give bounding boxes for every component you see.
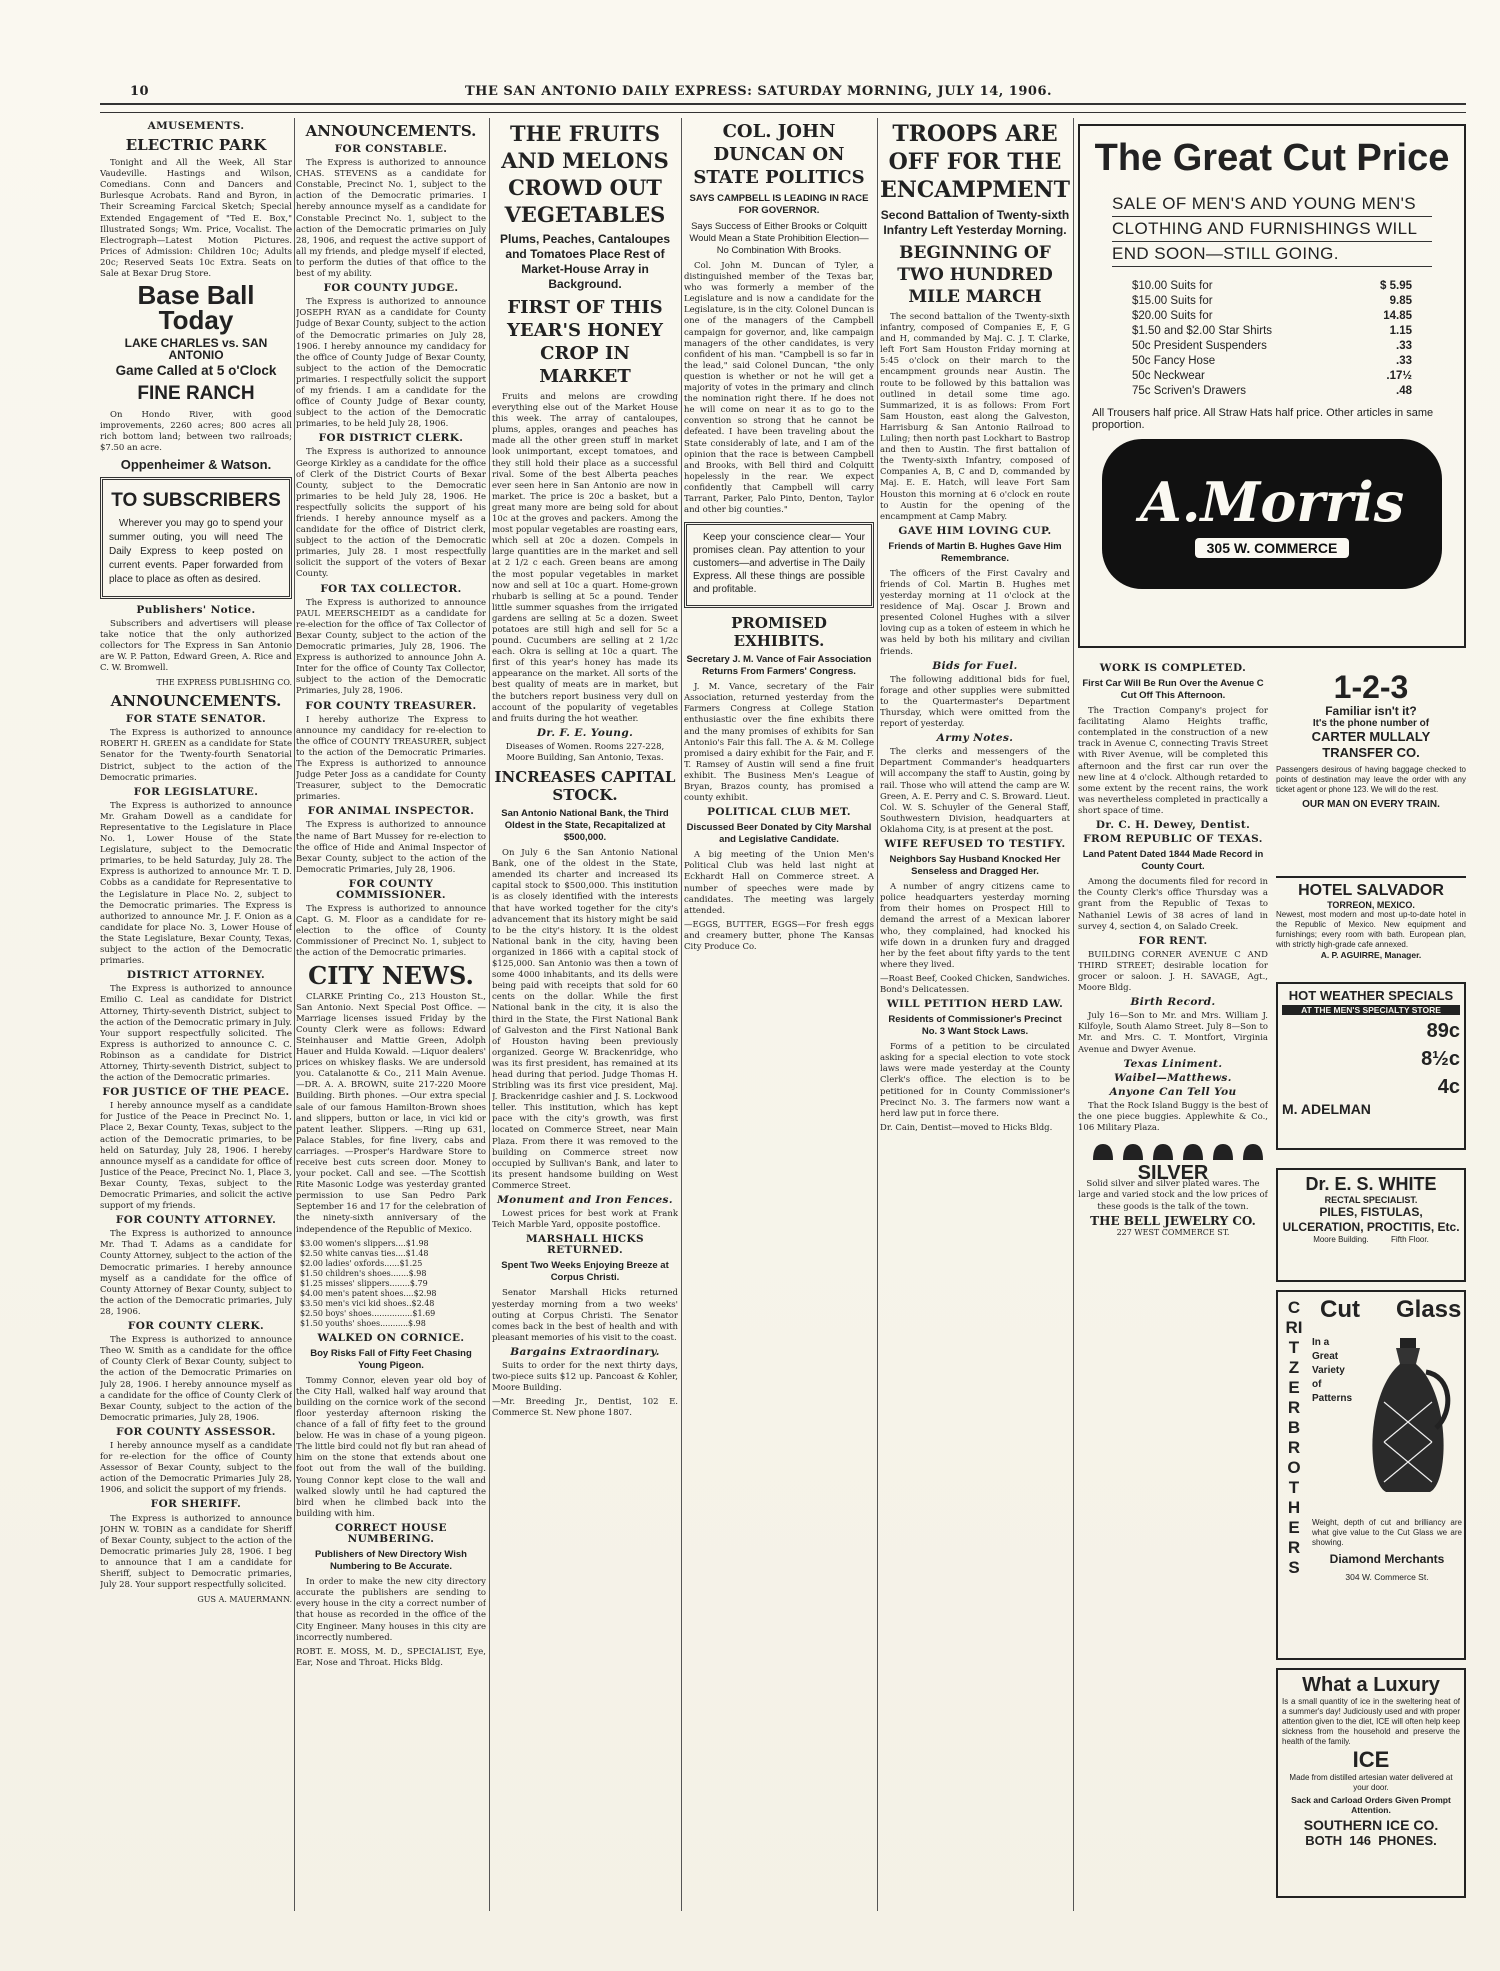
price-item: 50c Fancy Hose [1132,355,1216,367]
price-value: 1.15 [1389,325,1412,337]
price-row [1132,294,1412,309]
carter-line-1: Familiar isn't it? [1325,704,1417,718]
announcement-body: The Express is authorized to announce Capt. G. M. Floor as a candidate for re-election to the office of County Commissioner of Precinct No. 1, subject to the action of the Democratic primaries. [296,904,486,959]
work-body: The Traction Company's project for facilitating Alamo Heights traffic, contemplated in the construction of a new track in Avenue C, connecting Travis Street with River Avenue, will be completed this afternoon and the first car run over the new line at 4 o'clock. Although retarded to some extent by the recent rains, the work was nevertheless completed in practically a short space of time. [1078,706,1268,816]
column-divider [681,118,682,1911]
cut-price-title: The Great Cut Price [1094,137,1450,179]
political-body: A big meeting of the Union Men's Political Club was held last night at Eckhardt Hall on Commerce street. A number of speeches were made by candidates. The meeting was largely attended. [684,850,874,916]
announcement-body: The Express is authorized to announce Theo W. Smith as a candidate for the office of County Clerk of Bexar County, subject to the action of the Democratic Primaries on July 28, 1906. I hereby announce myself as a candidate for the office of County Clerk of Bexar County, subject to the action of the Democratic primaries, July 28, 1906. [100,1335,292,1423]
hotel-body: Newest, most modern and most up-to-date hotel in the Republic of Mexico. New equipment and furnishings; every room with bath. European plan, with strictly high-grade cafe annexed. [1276,910,1466,949]
announcement-heading: FOR COUNTY CLERK. [127,1320,265,1333]
bell-name: THE BELL JEWELRY CO. [1090,1213,1256,1228]
walked-heading: WALKED ON CORNICE. [317,1331,465,1344]
subscribers-box [100,477,292,599]
masthead: THE SAN ANTONIO DAILY EXPRESS: SATURDAY MORNING, JULY 14, 1906. [465,84,1053,99]
price-value: .17½ [1386,370,1412,382]
carter-name: CARTER MULLALY TRANSFER CO. [1311,729,1431,760]
ranch-body: On Hondo River, with good improvements, 2260 acres; 800 acres all rich bottom land; between two railroads; $7.50 an acre. [100,410,292,454]
hot-price-2: 8½c [1421,1048,1460,1070]
work-subheading: First Car Will Be Run Over the Avenue C Cut Off This Afternoon. [1082,678,1264,702]
column-4 [684,118,874,1918]
monument-body: Lowest prices for best work at Frank Teich Marble Yard, opposite postoffice. [492,1209,678,1231]
critzer-ad [1276,1290,1466,1660]
announcement-heading: FOR SHERIFF. [150,1498,242,1511]
column-2 [296,118,486,1918]
white-sub: RECTAL SPECIALIST. [1324,1195,1418,1205]
wife-heading: WIFE REFUSED TO TESTIFY. [884,838,1066,851]
announcement-heading: DISTRICT ATTORNEY. [126,969,266,982]
announcement-body: The Express is authorized to announce JOHN W. TOBIN as a candidate for Sheriff of Bexar County, subject to the action of the Democratic primaries July 28, 1906. I beg to announce that I am a candidate for Sheriff, subject to Democratic primaries, July 28. Your support respectfully solicited. [100,1513,292,1591]
announcement-body: I hereby authorize The Express to announce my candidacy for re-election to the office of COUNTY TREASURER, subject to the action of the Democratic Primaries. The Express is authorized to announce Judge Peter Joss as a candidate for County Treasurer, subject to the Democratic primaries. [296,714,486,803]
white-name: Dr. E. S. WHITE [1305,1174,1437,1194]
price-item: 50c Neckwear [1132,370,1205,382]
petition-body: Forms of a petition to be circulated asking for a special election to vote stock laws were made yesterday at the County Clerk's office. The election is to be petitioned for in County Commissioner's Precinct No. 3. The farmers now want a herd law put in force there. [880,1042,1070,1119]
ice-foot: Sack and Carload Orders Given Prompt Attention. [1291,1795,1451,1815]
cut-glass-jar-icon [1356,1332,1460,1502]
column-divider [1073,118,1074,1911]
bargains-heading: Bargains Extraordinary. [510,1345,660,1358]
carter-big-number: 1-2-3 [1333,669,1409,705]
ice-phones: BOTH 146 PHONES. [1305,1833,1437,1848]
hot-price-3: 4c [1437,1076,1460,1098]
monument-heading: Monument and Iron Fences. [497,1194,673,1206]
correct-subheading: Publishers of New Directory Wish Numbering to Be Accurate. [315,1549,467,1573]
march-body: The second battalion of the Twenty-sixth infantry, composed of Companies E, F, G and H, commanded by Maj. C. J. T. Clarke, left Fort Sam Houston Friday morning at 5:45 o'clock on their march to the encampment grounds near Austin. The route to be followed by this battalion was outlined in detail some time ago. Summarized, it is as follows: From Fort Sam Houston, east along the Galveston, Harrisburg & San Antonio Railroad to Luling; then north past Lockhart to Bastrop and then to Austin. The first battalion of the Twenty-sixth Infantry, composed of Companies A, B, C and D, commanded by Maj. E. E. Hatch, will leave Fort Sam Houston this morning at 6 o'clock en route to Austin for the opening of the encampment at Camp Mabry. [880,312,1070,522]
price-line: $3.00 women's slippers....$1.98 [300,1238,429,1248]
liniment-heading: Texas Liniment. [1123,1057,1223,1070]
announcement-body: The Express is authorized to announce the name of Bart Mussey for re-election to the office of Hide and Animal Inspector of Bexar County, subject to the action of the Democratic Primaries, July 28, 1906. [296,820,486,875]
announcement-heading: FOR COUNTY ATTORNEY. [115,1214,277,1227]
silver-body: Solid silver and silver plated wares. The large and varied stock and the low prices of these goods is the talk of the town. [1078,1179,1268,1212]
critzer-body: Weight, depth of cut and brilliancy are what give value to the Cut Glass we are showing. [1312,1518,1462,1547]
announcement-heading: FOR TAX COLLECTOR. [320,582,462,595]
critzer-brand: CRITZER BROTHERS [1285,1298,1303,1577]
announcement-heading: FOR LEGISLATURE. [133,785,259,798]
critzer-address: 304 W. Commerce St. [1345,1572,1429,1582]
wife-subheading: Neighbors Say Husband Knocked Her Senseless and Dragged Her. [889,854,1061,878]
bids-body: The following additional bids for fuel, forage and other supplies were submitted to the Quartermaster's Department Thursday, which were omitted from the report of yesterday. [880,674,1070,730]
cut-price-ad [1078,124,1466,648]
price-item: $15.00 Suits for [1132,295,1213,307]
dewey-heading: Dr. C. H. Dewey, Dentist. [1095,819,1251,832]
waibel-heading: Waibel—Matthews. [1114,1071,1232,1084]
southern-ice-ad [1276,1668,1466,1898]
price-item: 75c Scriven's Drawers [1132,385,1247,397]
sale-line: SALE OF MEN'S AND YOUNG MEN'S [1112,192,1432,217]
hot-weather-firm: M. ADELMAN [1282,1101,1371,1117]
cain-notice: Dr. Cain, Dentist—moved to Hicks Bldg. [880,1122,1053,1133]
white-foot: Moore Building. Fifth Floor. [1313,1235,1429,1244]
rent-heading: FOR RENT. [1138,934,1208,947]
announcement-heading: FOR STATE SENATOR. [125,713,267,726]
bids-heading: Bids for Fuel. [932,659,1018,672]
critzer-foot: Diamond Merchants [1329,1552,1445,1566]
column-1 [100,118,292,1918]
silver-heading: SILVER [1137,1162,1209,1185]
bell-jewelry-ad [1078,1138,1268,1238]
price-row [1132,309,1412,324]
young-heading: Dr. F. E. Young. [536,726,634,739]
hot-weather-heading: HOT WEATHER SPECIALS [1288,988,1454,1003]
bell-address: 227 WEST COMMERCE ST. [1116,1227,1230,1237]
anyone-heading: Anyone Can Tell You [1109,1085,1237,1098]
moss-notice: ROBT. E. MOSS, M. D., SPECIALIST, Eye, Ear, Nose and Throat. Hicks Bldg. [296,1646,486,1668]
price-item: $1.50 and $2.00 Star Shirts [1132,325,1273,337]
promised-body: J. M. Vance, secretary of the Fair Association, returned yesterday from the Farmers Congress at College Station enthusiastic over the fine exhibits there and the many promises of exhibits for San Antonio's Fair this fall. The A. & M. College promised a dairy exhibit for the Fair, and F. T. Ramsey of Austin will send a fine fruit exhibit. The Business Men's League of Bryan, Brazos county, has promised a county exhibit. [684,682,874,804]
luxury-heading: What a Luxury [1302,1674,1440,1696]
price-row [1132,384,1412,399]
column-divider [489,118,490,1911]
price-value: .33 [1396,340,1412,352]
notice-signature: THE EXPRESS PUBLISHING CO. [156,678,292,688]
subscribers-heading: TO SUBSCRIBERS [111,489,281,511]
eggs-notice: —EGGS, BUTTER, EGGS—For fresh eggs and creamery butter, phone The Kansas City Produce Co. [684,919,874,953]
announcement-body: The Express is authorized to announce Mr. Graham Dowell as a candidate for Representative to the Legislature in Place No. 1, Lower House of the State Legislature, subject to the Democratic primaries, to be held Saturday, July 28. The Express is authorized to announce Mr. T. D. Cobbs as a candidate for Representative to the Legislature in Place No. 2, subject to the Democratic primaries. The Express is authorized to announce Mr. J. F. Onion as a candidate for place No. 3, Lower House of the State Legislature, Bexar County, Texas, subject to the action of the Democratic primaries. [100,800,292,967]
announcement-body: The Express is authorized to announce George Kirkley as a candidate for the office of Clerk of the District Courts of Bexar County, subject to the Democratic primaries to be held July 28, 1906. He respectfully solicits the support of his friends. I hereby announce myself as a candidate for the office of District clerk, subject to the action of the Democratic primaries, July 28. I most respectfully solicit the support of the voters of Bexar County. [296,447,486,580]
header-rule [100,103,1466,105]
subscribers-body: Wherever you may go to spend your summer outing, you will need The Daily Express to keep posted on current events. Paper forwarded from place to place as often as desired. [109,517,283,585]
petition-subheading: Residents of Commissioner's Precinct No. 3 Want Stock Laws. [888,1014,1062,1038]
price-row [1132,354,1412,369]
walked-subheading: Boy Risks Fall of Fifty Feet Chasing Young Pigeon. [310,1347,472,1371]
announcements-heading: ANNOUNCEMENTS. [110,692,282,711]
city-news-heading: CITY NEWS. [308,960,474,990]
increases-body: On July 6 the San Antonio National Bank, one of the oldest in the State, amended its charter and increased its capital stock to $500,000. This institution is as closely identified with the interests that have worked together for the city's advancement that its history might be said to be the city's history. It is the oldest National bank in the city, having been organized in 1866 with a capital stock of $125,000. San Antonio was then a town of some 4000 inhabitants, and its dells were being paid with receipts that sold for 60 cents on the dollar. While the first National bank in the city, it is also the third in the State, the First National Bank of Galveston and the First National Bank of Houston having been previously organized. George W. Brackenridge, who was its first president, has remained at its head during that period. Judge Thomas H. Stribling was its first vice president, Maj. J. Brackenridge cashier and J. S. Lockwood teller. This institution, which has kept pace with the city's growth, was first located on Commerce Street, near Main Plaza. From there it was removed to the building on Commerce street now occupied by Sullivan's Bank, and later to its present handsome building on West Commerce Street. [492,848,678,1191]
column-6a [1078,660,1268,1910]
announcement-heading: FOR JUSTICE OF THE PEACE. [102,1086,290,1099]
army-heading: Army Notes. [936,732,1014,745]
republic-subheading: Land Patent Dated 1844 Made Record in County Court. [1082,849,1264,873]
carter-foot: OUR MAN ON EVERY TRAIN. [1302,799,1440,810]
notice-heading: Publishers' Notice. [136,603,256,616]
southern-ice-name: SOUTHERN ICE CO. [1303,1817,1439,1833]
white-list: PILES, FISTULAS, ULCERATION, PROCTITIS, Etc. [1282,1205,1460,1234]
notice-body: Subscribers and advertisers will please take notice that the only authorized collectors for The Express in San Antonio are W. P. Patton, Edward Green, A. Rice and C. W. Bromwell. [100,618,292,673]
baseball-teams: LAKE CHARLES vs. SAN ANTONIO [124,336,268,363]
loving-heading: GAVE HIM LOVING CUP. [898,524,1052,537]
loving-subheading: Friends of Martin B. Hughes Gave Him Remembrance. [888,540,1062,564]
announcement-heading: FOR COUNTY ASSESSOR. [116,1425,276,1438]
announcement-body: I hereby announce myself as a candidate for Justice of the Peace in Precinct No. 1, Place 2, Bexar County, Texas, subject to the action of the Democratic primaries, to be held on Saturday, July 28, 1906. I hereby announce myself as a candidate for office of Justice of the Peace, Precinct No. 1, Place 3, Bexar County, Texas, subject to the Democratic Primaries, and solicit the active support of my friends. [100,1101,292,1212]
marshall-subheading: Spent Two Weeks Enjoying Breeze at Corpus Christi. [501,1260,669,1284]
announcement-signature: GUS A. MAUERMANN. [197,1595,292,1605]
political-subheading: Discussed Beer Donated by City Marshal and Legislative Candidate. [686,822,872,846]
carter-ad [1276,670,1466,870]
hot-weather-sub: AT THE MEN'S SPECIALTY STORE [1282,1005,1460,1015]
duncan-subheading-2: Says Success of Either Brooks or Colquitt Would Mean a State Prohibition Election—No Combination With Brooks. [689,221,869,256]
promised-heading: PROMISED EXHIBITS. [731,614,827,651]
morris-script: A.Morris [1139,470,1405,534]
price-value: 14.85 [1383,310,1412,322]
price-line: $1.50 youths' shoes...........$.98 [300,1318,426,1328]
bargains-body: Suits to order for the next thirty days, two-piece suits $12 up. Pancoast & Kohler, Moore Building. [492,1361,678,1394]
roast-notice: —Roast Beef, Cooked Chicken, Sandwiches. Bond's Delicatessen. [880,973,1070,995]
walked-body: Tommy Connor, eleven year old boy of the City Hall, walked half way around that building on the cornice work of the second floor yesterday afternoon risking the chance of a fall of fifty feet to the ground below. He was in chase of a young pigeon. The little bird could not fly but ran ahead of him on the stone that extends about one foot out from the wall of the building. Young Connor kept close to the wall and walked slowly until he had captured the bird when he climbed back into the building with him. [296,1375,486,1519]
announcement-body: The Express is authorized to announce CHAS. STEVENS as a candidate for Constable, Precinct No. 1, subject to the action of the Democratic primaries. I hereby announce myself as a candidate for Constable Precinct No. 1, subject to the action of the Democratic primaries on July 28, 1906, and request the active support of all my friends, and pledge myself if elected, to perform the duties of that office to the best of my ability. [296,158,486,280]
price-value: $ 5.95 [1380,280,1412,292]
hotel-city: TORREON, MEXICO. [1327,900,1415,910]
column-3 [492,118,678,1918]
army-body: The clerks and messengers of the Department Commander's headquarters will accompany the staff to Austin, going by rail. Those who will attend the camp are W. Green, A. E. Perry and C. S. Broward. Lieut. Col. W. S. Schuyler of the General Staff, Southwestern Division, headquarters at Oklahoma City, is at present at the post. [880,747,1070,835]
announcement-body: The Express is authorized to announce PAUL MEERSCHEIDT as a candidate for re-election for the office of Tax Collector of Bexar County, subject to the action of the Democratic primaries, July 28, 1906. The Express is authorized to announce John A. Inter for the office of County Tax Collector, subject to the action of the Democratic Primaries, July 28, 1906. [296,597,486,697]
price-row [1132,324,1412,339]
city-news-body: CLARKE Printing Co., 213 Houston St., San Antonio. Next Special Post Office. —Marriage licenses issued Friday by the County Clerk were as follows: Edward Steinhauser and Mattie Green, Adolph Hauer and Hulda Kowald. —Liquor dealers' prices on whiskey flasks. We are undersold you. Catalanotte & Co., 211 Main Avenue. —DR. A. A. BROWN, suite 217-220 Moore Building. Birth phones. —Our extra special sale of our famous Hamilton-Brown shoes and slippers, button or lace, in vici kid or patent leather. Slippers. —Ring up 631, Palace Stables, for fine livery, cabs and carriages. —Prosper's Hardware Store to receive best cuts screen door. Money to your pocket. Call and see. —The Scottish Rite Masonic Lodge was yesterday granted permission to use San Pedro Park September 16 and 17 for the celebration of the ninety-sixth anniversary of the independence of the Republic of Mexico. [296,991,486,1235]
morris-address: 305 W. COMMERCE [1195,538,1350,558]
sale-lines [1112,192,1432,267]
wife-body: A number of angry citizens came to police headquarters yesterday morning from their homes on Prospect Hill to demand the arrest of a Mexican laborer who, they complained, had knocked his wife down in a drunken fury and dragged her by the feet about fifty yards to the tent where they lived. [880,882,1070,970]
birth-heading: Birth Record. [1130,996,1216,1009]
price-row [1132,369,1412,384]
sale-line: END SOON—STILL GOING. [1112,242,1432,267]
announcement-heading: FOR COUNTY TREASURER. [305,699,477,712]
honey-headline: FIRST OF THIS YEAR'S HONEY CROP IN MARKET [507,297,663,387]
price-item: 50c President Suspenders [1132,340,1267,352]
increases-heading: INCREASES CAPITAL STOCK. [494,768,676,805]
price-line: $4.00 men's patent shoes....$2.98 [300,1288,437,1298]
fruits-subheading: Plums, Peaches, Cantaloupes and Tomatoes Place Rest of Market-House Array in Background. [499,232,671,291]
amusements-heading: AMUSEMENTS. [147,120,245,132]
increases-subheading: San Antonio National Bank, the Third Oldest in the State, Recapitalized at $500,000. [501,808,669,844]
price-value: .33 [1396,355,1412,367]
critzer-glass: Glass [1396,1296,1462,1323]
price-line: $1.50 children's shoes.......$.98 [300,1268,427,1278]
price-row [1132,339,1412,354]
hotel-manager: A. P. AGUIRRE, Manager. [1320,950,1422,960]
keep-conscience-box [684,522,874,608]
work-heading: WORK IS COMPLETED. [1099,662,1247,674]
anyone-body: That the Rock Island Buggy is the best of the one piece buggies. Applewhite & Co., 106 Military Plaza. [1078,1100,1268,1134]
announcement-body: The Express is authorized to announce Emilio C. Leal as candidate for District Attorney, Thirty-seventh District, subject to the action of the Democratic primary in July. Your support respectfully solicited. The Express is authorized to announce C. C. Robinson as a candidate for District Attorney, Thirty-seventh District, subject to the action of the Democratic primaries. [100,984,292,1084]
carter-line-2: It's the phone number of [1312,718,1430,729]
correct-body: In order to make the new city directory accurate the publishers are sending to every house in the city a correct number of that house as recorded in the office of the City Engineer. Many houses in this city are incorrectly numbered. [296,1577,486,1643]
sale-line: CLOTHING AND FURNISHINGS WILL [1112,217,1432,242]
breeding-notice: —Mr. Breeding Jr., Dentist, 102 E. Commerce St. New phone 1807. [492,1397,678,1419]
baseball-time: Game Called at 5 o'Clock [115,363,277,379]
price-item: $10.00 Suits for [1132,280,1213,292]
announcement-body: The Express is authorized to announce ROBERT H. GREEN as a candidate for State Senator for the Twenty-fourth Senatorial District, subject to the action of the Democratic primaries. [100,728,292,783]
baseball-heading: Base Ball Today [137,280,255,336]
carter-body: Passengers desirous of having baggage checked to points of destination may leave the order with any ticket agent or phone 123. We will do the rest. [1276,765,1466,794]
hot-weather-prices [1282,1017,1460,1101]
column-5 [880,118,1070,1918]
price-list [1132,279,1412,399]
header-rule-thin [100,112,1466,113]
announcement-body: I hereby announce myself as a candidate for re-election for the office of County Assessor of Bexar County, subject to the action of the Democratic Primaries July 28, 1906, and solicit the support of my friends. [100,1440,292,1496]
electric-park-heading: ELECTRIC PARK [125,136,267,155]
keep-conscience-text: Keep your conscience clear— Your promises clean. Pay attention to your customers—and advertise in The Daily Express. All these things are possible and profitable. [693,532,865,596]
announcement-body: The Express is authorized to announce JOSEPH RYAN as a candidate for County Judge of Bexar County, subject to the action of the Democratic primaries on July 28, 1906. I hereby announce my candidacy for the office of County Judge of Bexar County, subject to the action of the Democratic primaries. I respectfully solicit the support of my friends. I am a candidate for the office of County Judge of Bexar county, subject to the action of the Democratic primaries, to be held July 28, 1906. [296,297,486,430]
price-line: $2.50 white canvas ties....$1.48 [300,1248,429,1258]
hot-price-1: 89c [1426,1020,1460,1042]
correct-heading: CORRECT HOUSE NUMBERING. [335,1521,447,1546]
critzer-patterns: In a Great Variety of Patterns [1312,1337,1353,1404]
ranch-heading: FINE RANCH [137,383,255,405]
hotel-name: HOTEL SALVADOR [1298,882,1444,899]
electric-park-body: Tonight and All the Week, All Star Vaudeville. Hastings and Wilson, Comedians. Conn and Dancers and Burlesque Acrobats. Rand and Byron, in Their Screaming Farcical Sketch; Special Extended Engagement of "Ted E. Box," Illustrated Songs; Wm. Price, Vocalist. The Electrograph—Latest Motion Pictures. Prices of Admission: Children 10c; Adults 20c; Reserved Seats 10c Extra. Seats on Sale at Bexar Drug Store. [100,158,292,280]
birth-body: July 16—Son to Mr. and Mrs. William J. Kilfoyle, South Alamo Street. July 8—Son to Mr. and Mrs. C. T. Montfort, Virginia Avenue and Dwyer Avenue. [1078,1011,1268,1055]
price-value: 9.85 [1389,295,1412,307]
political-heading: POLITICAL CLUB MET. [707,806,851,819]
duncan-subheading: SAYS CAMPBELL IS LEADING IN RACE FOR GOVERNOR. [689,193,869,216]
bell-icon-row [1083,1138,1263,1164]
duncan-body: Col. John M. Duncan of Tyler, a distinguished member of the Texas bar, who was formerly a member of the Legislature and is now a candidate for the Legislature, is in the city. Colonel Duncan is one of the managers of the Campbell campaign for governor, and, like campaign managers of the other candidates, is very confident of his man. "Campbell is so far in the lead," said Colonel Duncan, "the only question is whether or not he will get a majority of votes in the primary and clinch the nomination right there. If he does not he will come on near it as to go to the convention so strong that he cannot be defeated. I have been traveling about the State considerably of late, and I am of the opinion that the race is between Campbell and Brooks, with Bell third and Colquitt hopelessly in the rear. We expect confidently that Campbell will carry Tarrant, Parker, Palo Pinto, Denton, Taylor and other big counties." [684,261,874,516]
luxury-body: Is a small quantity of ice in the sweltering heat of a summer's day! Judiciously used and with proper attention given to the diet, ICE will often help keep sickness from the household and preserve the health of the family. [1282,1697,1460,1746]
price-line: $1.25 misses' slippers........$.79 [300,1278,428,1288]
page-number: 10 [130,84,150,99]
march-headline: BEGINNING OF TWO HUNDRED MILE MARCH [897,243,1053,307]
marshall-heading: MARSHALL HICKS RETURNED. [525,1233,645,1257]
column-divider [877,118,878,1911]
republic-heading: FROM REPUBLIC OF TEXAS. [1083,833,1263,846]
promised-subheading: Secretary J. M. Vance of Fair Association Returns From Farmers' Congress. [686,654,872,678]
hot-weather-ad [1276,982,1466,1150]
announcement-body: The Express is authorized to announce Mr. Thad T. Adams as a candidate for County Attorney, subject to the action of the Democratic primaries. I hereby announce myself as a candidate for the office of County Attorney of Bexar County, subject to the action of the Democratic primaries, July 28, 1906. [100,1229,292,1317]
price-item: $20.00 Suits for [1132,310,1213,322]
ranch-firm: Oppenheimer & Watson. [120,456,272,472]
announcements-heading: ANNOUNCEMENTS. [305,122,477,140]
announcement-heading: FOR COUNTY COMMISSIONER. [336,877,446,901]
announcement-heading: FOR ANIMAL INSPECTOR. [307,805,475,818]
column-divider [294,118,295,1911]
duncan-headline: COL. JOHN DUNCAN ON STATE POLITICS [693,121,865,188]
announcement-heading: FOR COUNTY JUDGE. [323,282,459,295]
hotel-salvador-ad [1276,876,1466,976]
republic-body: Among the documents filed for record in the County Clerk's office Thursday was a grant from the Republic of Texas to Nathaniel Lewis of 38 acres of land in survey 4, section 4, on Salado Creek. [1078,877,1268,932]
price-row [1132,279,1412,294]
honey-body: Fruits and melons are crowding everything else out of the Market House this week. The array of cantaloupes, plums, apples, oranges and peaches has made all the other green stuff in market look unimportant, except tomatoes, and they still hold their place as a successful rival. Some of the best Alberta peaches ever seen here in San Antonio are now in market. The price is 20c a basket, but a great many more are being sold for about 10c at the groves and packers. Among the most popular vegetables are roasting ears, which sell at 20c a dozen. Compels in large quantities are in the market and sell at 2 1/2 c each. Green beans are among the most popular vegetables in market now and sell at 10c a quart. Home-grown rhubarb is selling at 5c a pound. Tender little summer squashes from the irrigated gardens are selling at 5c a dozen. Sweet potatoes are still high and sell for 5c a pound. Cucumbers are selling at 2 1/2c each. Okra is selling at 10c a quart. The first of this year's honey has made its appearance on the market. All sorts of the best quality of meats are in market, but the butchers report business very dull on account of the popularity of vegetables and fruits during the hot weather. [492,392,678,724]
morris-logo [1102,439,1442,589]
troops-subheading: Second Battalion of Twenty-sixth Infantry Left Yesterday Morning. [880,208,1070,237]
price-line: $3.50 men's vici kid shoes..$2.48 [300,1298,435,1308]
troops-headline: TROOPS ARE OFF FOR THE ENCAMPMENT [880,121,1070,203]
price-line: $2.00 ladies' oxfords......$1.25 [300,1258,423,1268]
fruits-headline: THE FRUITS AND MELONS CROWD OUT VEGETABLES [501,121,669,227]
marshall-body: Senator Marshall Hicks returned yesterday morning from a two weeks' outing at Corpus Christi. The Senator comes back in the best of health and with pleasant memories of his visit to the coast. [492,1288,678,1343]
price-line: $2.50 boys' shoes................$1.69 [300,1308,436,1318]
dr-white-ad [1276,1168,1466,1282]
shoe-price-list [300,1239,482,1329]
loving-body: The officers of the First Cavalry and friends of Col. Martin B. Hughes met yesterday morning at 11 o'clock at the residence of Maj. Oscar J. Brown and presented Colonel Hughes with a silver loving cup as a token of esteem in which he was held by both his military and civilian friends. [880,568,1070,657]
ice-body: Made from distilled artesian water delivered at your door. [1289,1773,1453,1792]
ice-heading: ICE [1352,1747,1390,1772]
price-value: .48 [1396,385,1412,397]
critzer-cut: Cut [1320,1296,1360,1323]
announcement-heading: FOR DISTRICT CLERK. [318,432,464,445]
rent-body: BUILDING CORNER AVENUE C AND THIRD STREET; desirable location for grocer or saloon. J. H. SAVAGE, Agt., Moore Bldg. [1078,949,1268,994]
announcement-heading: FOR CONSTABLE. [334,143,448,155]
young-address: Diseases of Women. Rooms 227-228, Moore Building, San Antonio, Texas. [505,741,665,763]
petition-heading: WILL PETITION HERD LAW. [886,998,1064,1011]
cut-price-note: All Trousers half price. All Straw Hats half price. Other articles in same proportion. [1092,407,1434,431]
